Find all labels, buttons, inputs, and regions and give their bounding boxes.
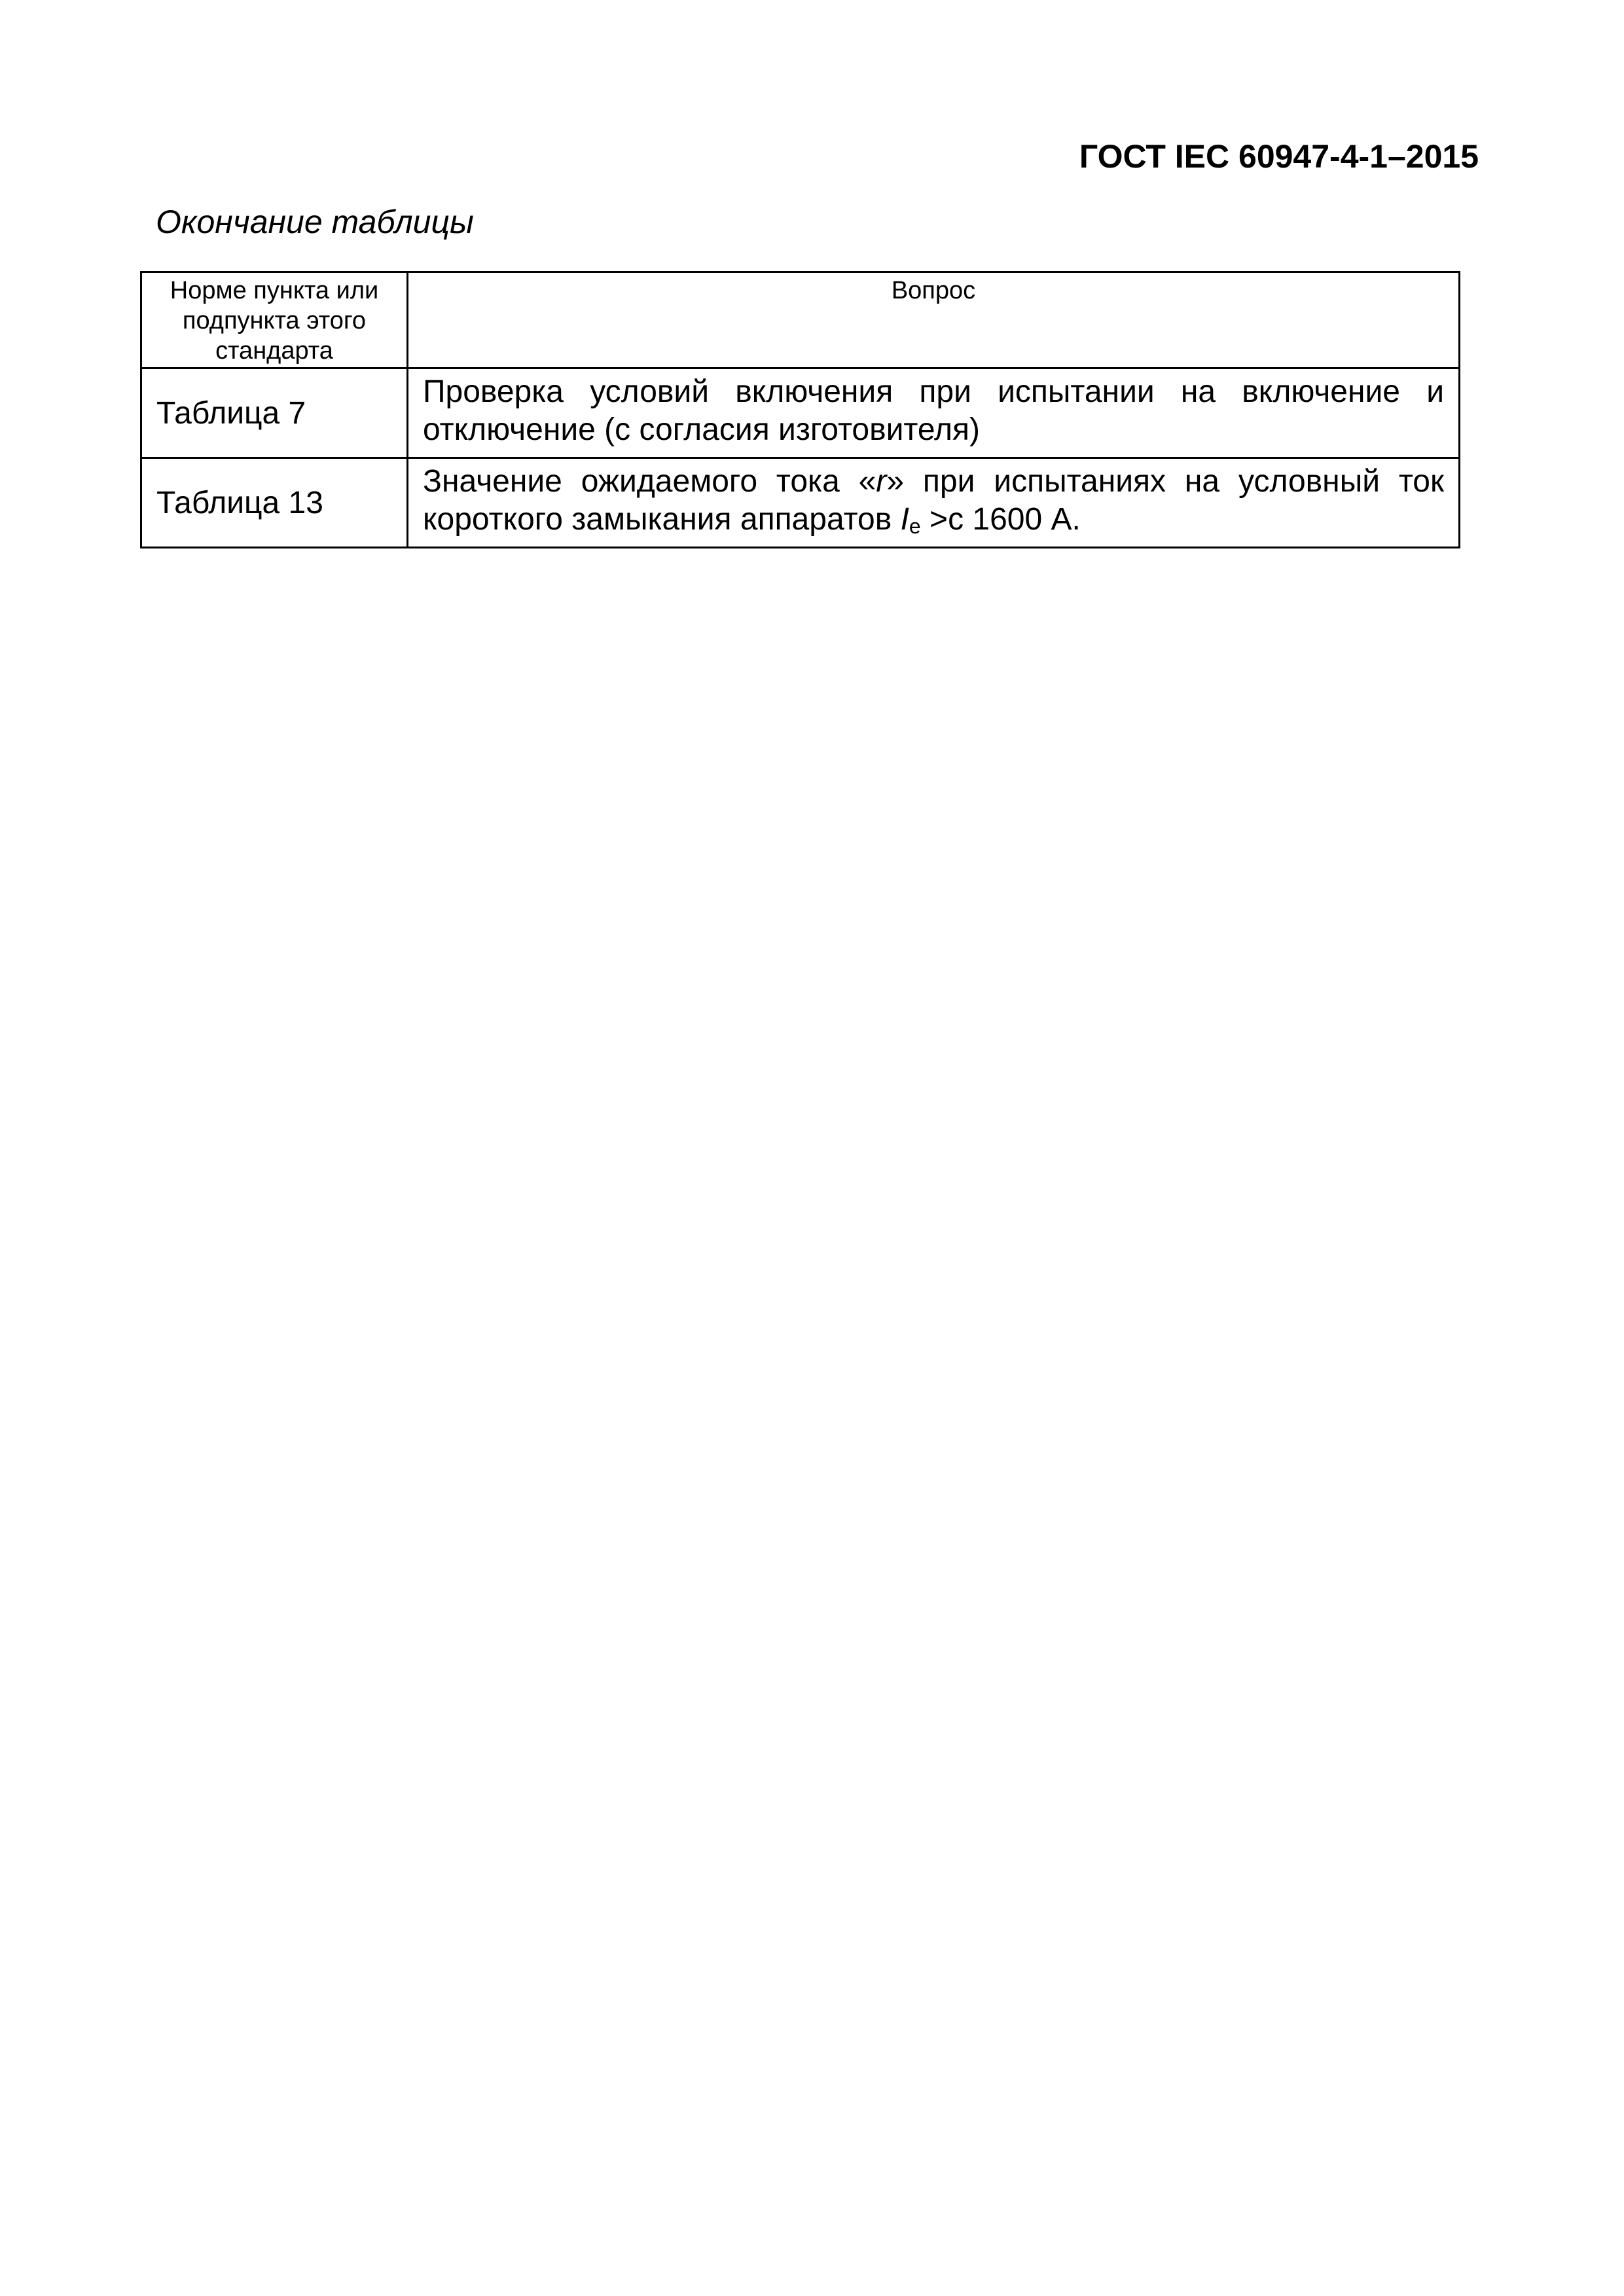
table-row <box>141 368 1460 458</box>
questions-table <box>140 271 1460 548</box>
table-cell-question <box>408 458 1460 548</box>
table-cell-ref <box>141 368 408 458</box>
table-cell-ref <box>141 458 408 548</box>
column-header-clause <box>141 272 408 368</box>
row-ref-text: Таблица 13 <box>156 485 323 520</box>
current-symbol: r <box>876 464 887 499</box>
column-header-question <box>408 272 1460 368</box>
rated-current-symbol: I <box>900 502 909 537</box>
row-question-text <box>408 459 1458 545</box>
standard-number: ГОСТ IEC 60947-4-1–2015 <box>1079 138 1479 175</box>
column-header-question-text: Вопрос <box>891 277 976 304</box>
question-text-part: Значение ожидаемого тока « <box>423 464 876 499</box>
table-caption: Окончание таблицы <box>156 204 474 240</box>
table-cell-question <box>408 368 1460 458</box>
question-text-part: >с 1600 А. <box>920 502 1081 537</box>
column-header-clause-text: Норме пункта или подпункта этого стандарта <box>170 277 379 365</box>
rated-current-subscript: e <box>909 514 921 538</box>
row-question-text: Проверка условий включения при испытании на включение и отключение (с согласия изготовителя) <box>423 374 1444 447</box>
question-text-part: » при испытаниях на условный ток короткого замыкания аппаратов <box>423 464 1445 537</box>
row-ref-text: Таблица 7 <box>156 395 306 431</box>
table-header-row <box>141 272 1460 368</box>
table-row <box>141 458 1460 548</box>
